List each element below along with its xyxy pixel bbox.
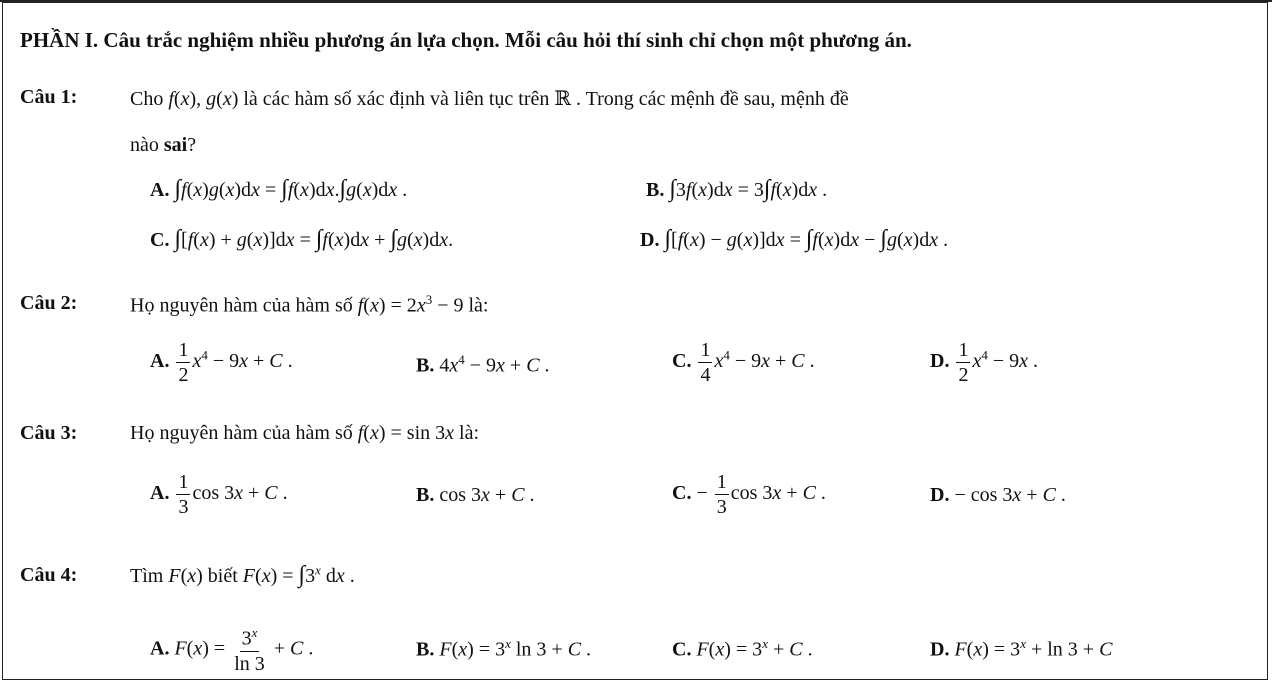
question-3-label: Câu 3:: [20, 422, 78, 444]
q3-option-a[interactable]: A. $\frac{1}{3}$ cos 3x + C .: [150, 471, 288, 518]
q4-option-b[interactable]: B. $F(x) = 3^x$ ln 3 + C .: [416, 636, 592, 661]
q4-option-a[interactable]: A. F(x) = $\frac{3^x}{\ln 3}$ + C .: [150, 625, 314, 675]
q1-option-b[interactable]: B. ∫3f(x)dx = 3∫f(x)dx .: [646, 176, 828, 202]
question-4-text: Tìm F(x) biết $F(x) = \int 3^x$ dx .: [130, 562, 355, 588]
question-1-text-line1: Cho f(x), g(x) là các hàm số xác định và liên tục trên ℝ . Trong các mệnh đề sau, mệnh đề: [130, 88, 849, 110]
question-4-label: Câu 4:: [20, 564, 78, 586]
q3-option-b[interactable]: B. cos 3x + C .: [416, 484, 535, 506]
q4-option-d[interactable]: D. $F(x) = 3^x + \ln 3 + C$: [930, 636, 1113, 661]
q4-option-c[interactable]: C. $F(x) = 3^x + C$ .: [672, 636, 813, 661]
q2-option-d[interactable]: D. $\frac{1}{2}$ $x^4 - 9x$ .: [930, 339, 1039, 386]
q3-option-c[interactable]: C. − $\frac{1}{3}$ cos 3x + C .: [672, 471, 826, 518]
question-2-text: Họ nguyên hàm của hàm số $f(x) = 2x^3 - 9$ là:: [130, 292, 489, 317]
q1-option-d[interactable]: D. ∫[f(x) − g(x)]dx = ∫f(x)dx − ∫g(x)dx .: [640, 226, 949, 252]
q2-option-c[interactable]: C. $\frac{1}{4}$ $x^4 - 9x + C$ .: [672, 339, 815, 386]
section-heading: PHẦN I. Câu trắc nghiệm nhiều phương án lựa chọn. Mỗi câu hỏi thí sinh chỉ chọn một phương án.: [20, 28, 912, 52]
question-3-text: Họ nguyên hàm của hàm số f(x) = sin 3x là:: [130, 422, 480, 444]
q3-option-d[interactable]: D. − cos 3x + C .: [930, 484, 1066, 506]
q1-option-a[interactable]: A. ∫f(x)g(x)dx = ∫f(x)dx.∫g(x)dx .: [150, 176, 408, 202]
q2-option-b[interactable]: B. $4x^4 - 9x + C$ .: [416, 352, 550, 377]
question-1-text-line2: nào sai?: [130, 134, 197, 156]
question-2-label: Câu 2:: [20, 292, 78, 314]
q1-option-c[interactable]: C. ∫[f(x) + g(x)]dx = ∫f(x)dx + ∫g(x)dx.: [150, 226, 454, 252]
q2-option-a[interactable]: A. $\frac{1}{2}$ $x^4 - 9x + C$ .: [150, 339, 293, 386]
question-1-label: Câu 1:: [20, 86, 78, 108]
